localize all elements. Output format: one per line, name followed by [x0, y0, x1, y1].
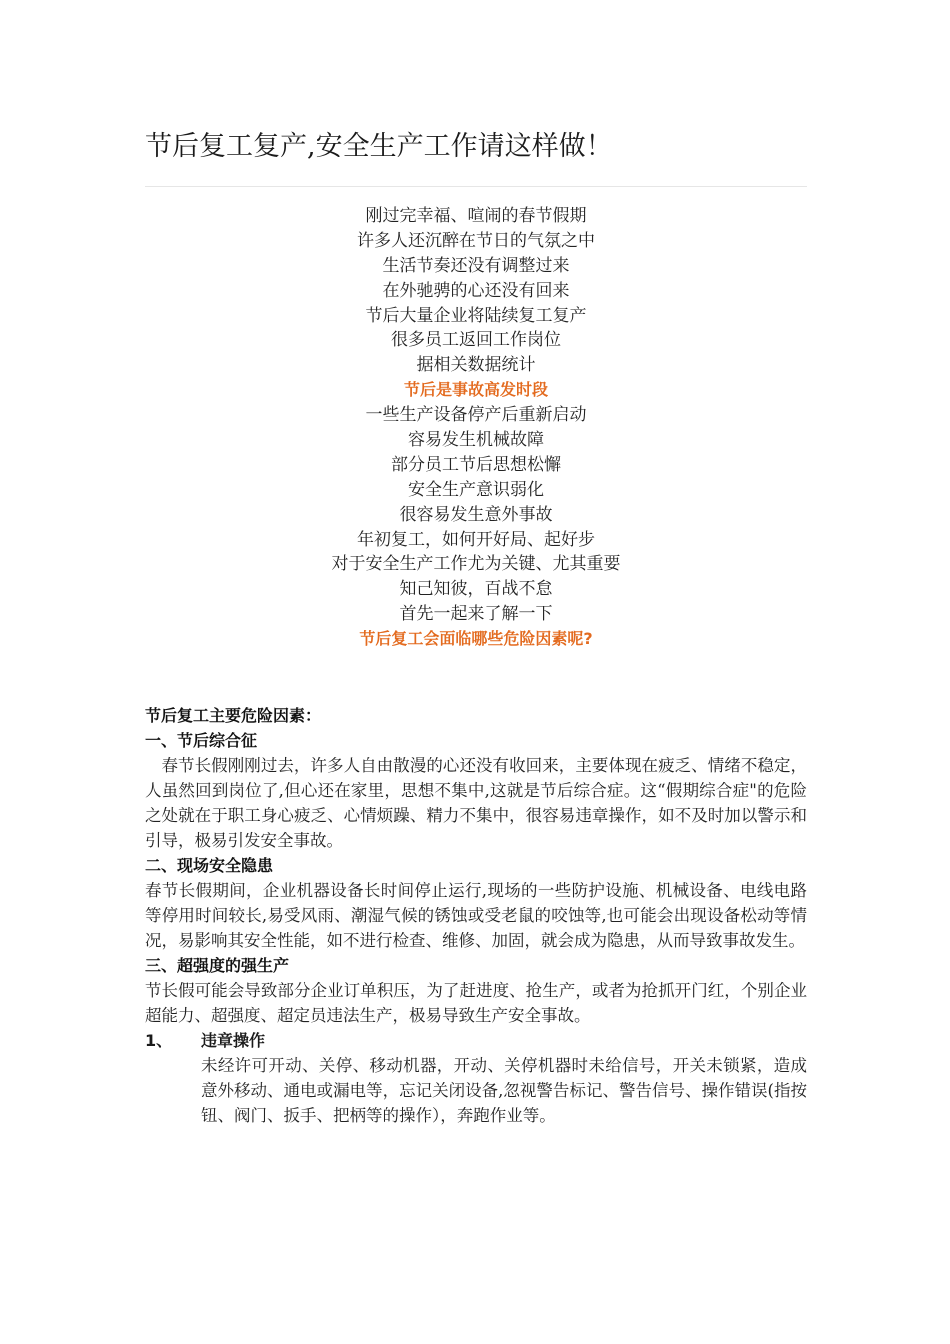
intro-line: 很容易发生意外事故 — [399, 504, 553, 525]
intro-line-highlight: 节后是事故高发时段 — [403, 380, 548, 400]
intro-line: 生活节奏还没有调整过来 — [382, 255, 570, 276]
intro-line: 首先一起来了解一下 — [399, 604, 553, 625]
subsection-body: 春节长假刚刚过去，许多人自由散漫的心还没有收回来，主要体现在疲乏、情绪不稳定，人虽然回到岗位了,但心还在家里，思想不集中,这就是节后综合症。这“假期综合症"的危险之处就在于职工身心疲乏、心情烦躁、精力不集中，很容易违章操作，如不及时加以警示和引导，极易引发安全事故。 — [145, 756, 807, 850]
intro-line: 容易发生机械故障 — [408, 430, 544, 451]
subsection-heading: 二、现场安全隐患 — [145, 856, 274, 875]
page-title: 节后复工复产,安全生产工作请这样做！ — [145, 131, 613, 162]
subsection-heading: 三、超强度的强生产 — [145, 956, 290, 975]
intro-line: 安全生产意识弱化 — [408, 479, 544, 500]
subsection-body: 节长假可能会导致部分企业订单积压，为了赶进度、抢生产，或者为抢抓开门红，个别企业超能力、超强度、超定员违法生产，极易导致生产安全事故。 — [145, 981, 807, 1025]
list-item — [145, 1028, 807, 1128]
list-item-body: 未经许可开动、关停、移动机器，开动、关停机器时未给信号，开关未锁紧，造成意外移动、通电或漏电等，忘记关闭设备,忽视警告标记、警告信号、操作错误(指按钮、阀门、扳手、把柄等的操作），奔跑作业等。 — [201, 1056, 807, 1125]
intro-line: 一些生产设备停产后重新启动 — [365, 405, 587, 426]
section-heading: 节后复工主要危险因素： — [145, 706, 322, 725]
intro-line: 据相关数据统计 — [416, 355, 536, 376]
intro-line: 在外驰骋的心还没有回来 — [382, 280, 570, 301]
intro-verse — [145, 204, 807, 652]
list-item-number: 1、 — [145, 1031, 173, 1050]
intro-line: 知己知彼，百战不怠 — [399, 579, 553, 600]
hazards-section — [145, 703, 807, 1128]
title-divider — [145, 186, 807, 187]
subsection-heading: 一、节后综合征 — [145, 731, 258, 750]
intro-line: 部分员工节后思想松懈 — [391, 454, 561, 475]
intro-line: 节后大量企业将陆续复工复产 — [365, 305, 587, 326]
intro-line: 对于安全生产工作尤为关键、尤其重要 — [331, 554, 621, 575]
intro-line: 许多人还沉醉在节日的气氛之中 — [357, 230, 595, 251]
intro-line: 刚过完幸福、喧闹的春节假期 — [365, 206, 587, 226]
list-item-title: 违章操作 — [201, 1031, 266, 1050]
subsection-body: 春节长假期间，企业机器设备长时间停止运行,现场的一些防护设施、机械设备、电线电路等停用时间较长,易受风雨、潮湿气候的锈蚀或受老鼠的咬蚀等,也可能会出现设备松动等情况，易影响其安全性能，如不进行检查、维修、加固，就会成为隐患，从而导致事故发生。 — [145, 881, 807, 950]
intro-line-highlight: 节后复工会面临哪些危险因素呢? — [359, 629, 593, 649]
intro-line: 很多员工返回工作岗位 — [391, 330, 561, 351]
intro-line: 年初复工，如何开好局、起好步 — [357, 529, 595, 550]
